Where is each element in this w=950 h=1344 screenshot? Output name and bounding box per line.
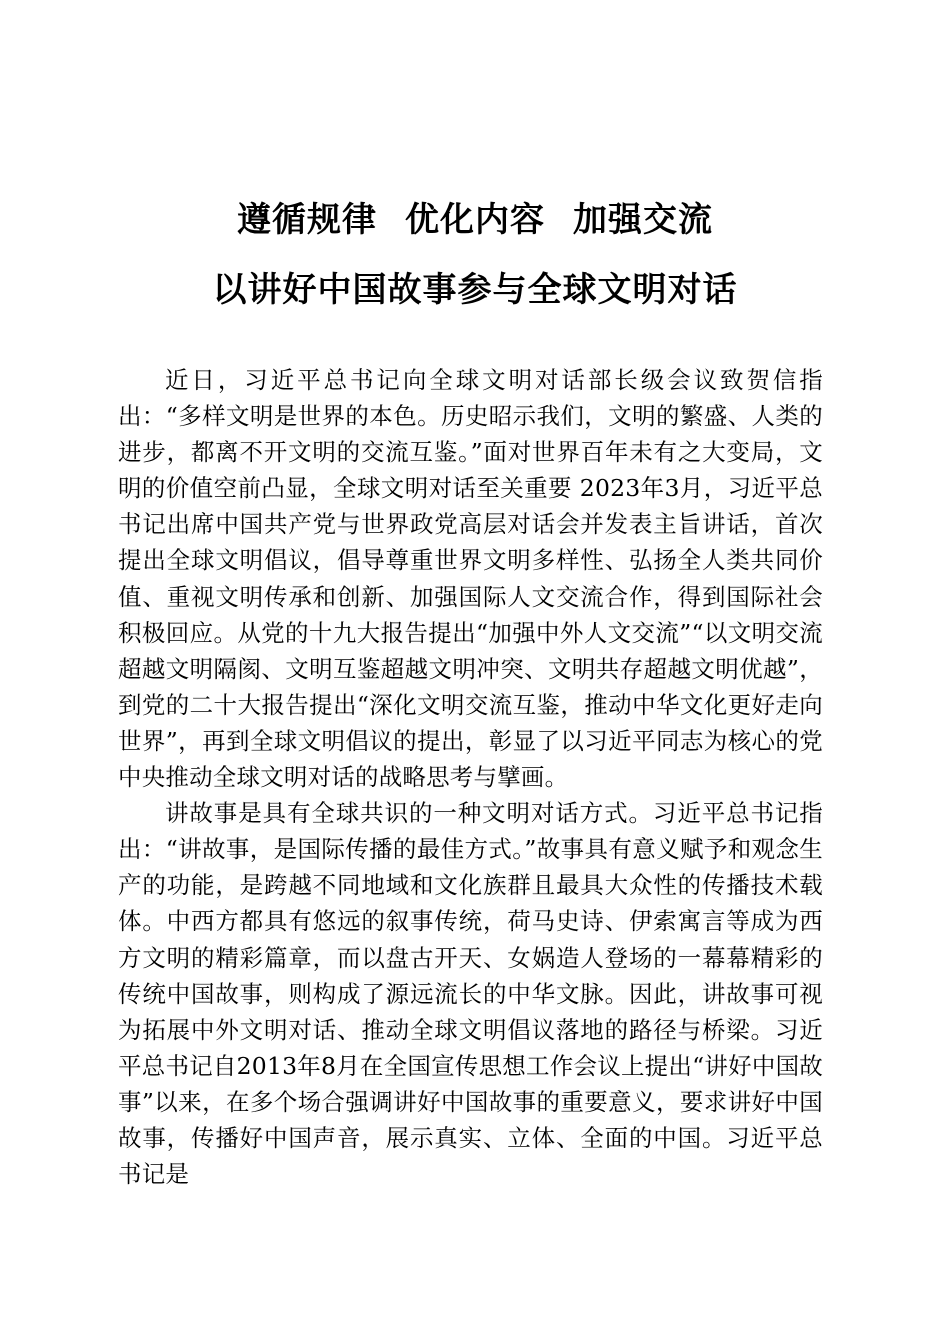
- paragraph-1: 近日，习近平总书记向全球文明对话部长级会议致贺信指出：“多样文明是世界的本色。历史昭示我们，文明的繁盛、人类的进步，都离不开文明的交流互鉴。”面对世界百年未有之大变局，文明的价值空前凸显，全球文明对话至关重要 2023年3月，习近平总书记出席中国共产党与世界政党高层对话会并发表主旨讲话，首次提出全球文明倡议，倡导尊重世界文明多样性、弘扬全人类共同价值、重视文明传承和创新、加强国际人文交流合作，得到国际社会积极回应。从党的十九大报告提出“加强中外人文交流”“以文明交流超越文明隔阂、文明互鉴超越文明冲突、文明共存超越文明优越”，到党的二十大报告提出“深化文明交流互鉴，推动中华文化更好走向世界”，再到全球文明倡议的提出，彰显了以习近平同志为核心的党中央推动全球文明对话的战略思考与擘画。: [118, 366, 823, 792]
- title-part-1: 遵循规律: [237, 200, 377, 240]
- article-body: [118, 362, 823, 1192]
- title-line-1: [0, 196, 950, 244]
- title-part-2: 优化内容: [405, 200, 545, 240]
- title-part-3: 加强交流: [573, 200, 713, 240]
- title-line-2: 以讲好中国故事参与全球文明对话: [212, 270, 738, 310]
- paragraph-2: 讲故事是具有全球共识的一种文明对话方式。习近平总书记指出：“讲故事，是国际传播的最佳方式。”故事具有意义赋予和观念生产的功能，是跨越不同地域和文化族群且最具大众性的传播技术载体。中西方都具有悠远的叙事传统，荷马史诗、伊索寓言等成为西方文明的精彩篇章，而以盘古开天、女娲造人登场的一幕幕精彩的传统中国故事，则构成了源远流长的中华文脉。因此，讲故事可视为拓展中外文明对话、推动全球文明倡议落地的路径与桥梁。习近平总书记自2013年8月在全国宣传思想工作会议上提出“讲好中国故事”以来，在多个场合强调讲好中国故事的重要意义，要求讲好中国故事，传播好中国声音，展示真实、立体、全面的中国。习近平总书记是: [118, 799, 823, 1189]
